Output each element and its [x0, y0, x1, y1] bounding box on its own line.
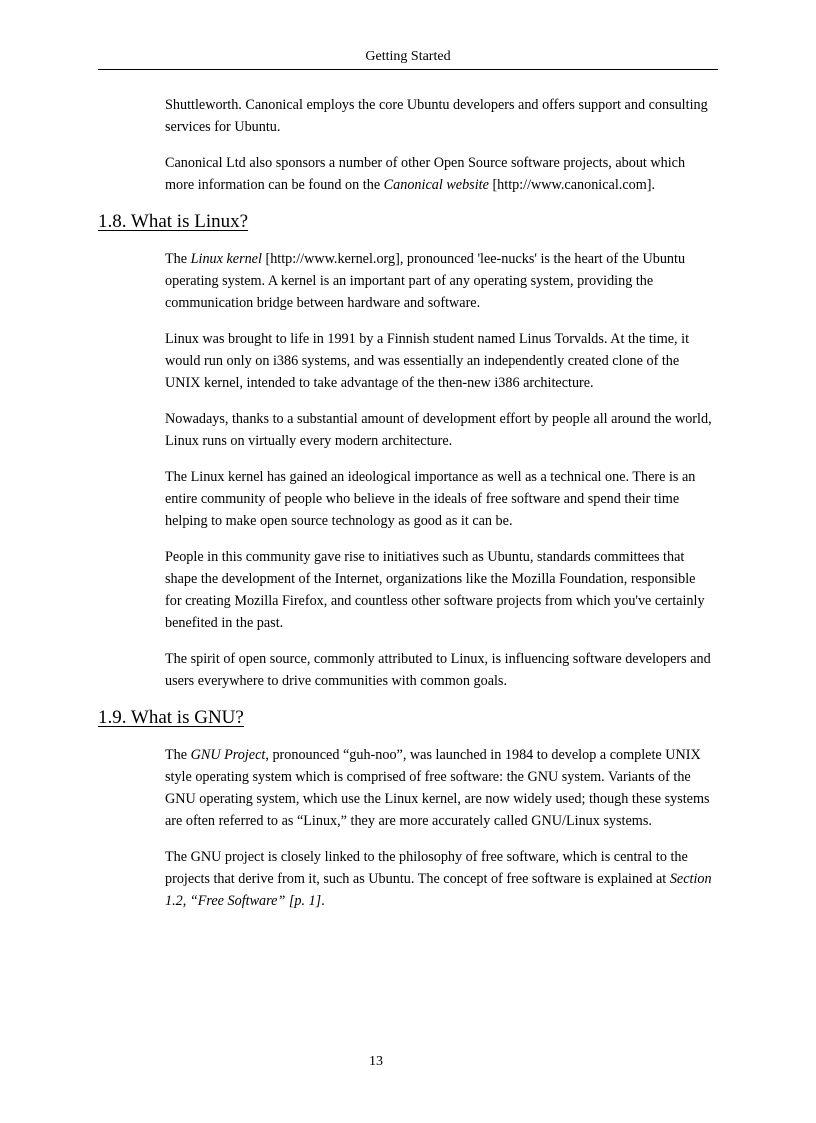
- paragraph: The Linux kernel has gained an ideological importance as well as a technical one. There is an entire community of people who believe in the ideals of free software and spend their time helping to make open source technology as good as it can be.: [165, 469, 696, 529]
- paragraph: People in this community gave rise to initiatives such as Ubuntu, standards committees that shape the development of the Internet, organizations like the Mozilla Foundation, responsible for creating Mozilla Firefox, and countless other software projects from which you've certainly benefited in the past.: [165, 549, 705, 631]
- linux-kernel-link[interactable]: Linux kernel: [190, 251, 262, 267]
- text-run: The: [165, 251, 191, 267]
- text-run: , pronounced “guh-noo”, was launched in 1984 to develop a complete UNIX style operating system which is comprised of free software: the GNU system. Variants of the GNU operating system, which use the Linux kernel, are now widely used; though these systems are often referred to as “Linux,” they are more accurately called GNU/Linux systems.: [165, 747, 710, 829]
- text-run: The: [165, 747, 191, 763]
- text-run: The GNU project is closely linked to the philosophy of free software, which is central to the projects that derive from it, such as Ubuntu. The concept of free software is explained at: [165, 849, 688, 887]
- section-heading-linux: 1.8. What is Linux?: [98, 211, 249, 232]
- gnu-project-link[interactable]: GNU Project: [190, 747, 266, 763]
- section-heading-gnu: 1.9. What is GNU?: [98, 707, 244, 728]
- text-run: [http://www.canonical.com].: [488, 177, 656, 193]
- paragraph: The spirit of open source, commonly attributed to Linux, is influencing software developers and users everywhere to drive communities with common goals.: [165, 651, 711, 689]
- text-run: Canonical Ltd also sponsors a number of other Open Source software projects, about which more information can be found on the: [165, 155, 686, 193]
- text-run: .: [321, 893, 325, 909]
- gnu-intro-paragraph: [165, 744, 715, 832]
- paragraph: Shuttleworth. Canonical employs the core Ubuntu developers and offers support and consulting services for Ubuntu.: [165, 97, 708, 135]
- text-run: [http://www.kernel.org], pronounced 'lee-nucks' is the heart of the Ubuntu operating system. A kernel is an important part of any operating system, providing the communication bridge between hardware and software.: [165, 251, 686, 311]
- page-number: 13: [369, 1054, 383, 1069]
- header-rule: [98, 69, 718, 70]
- free-software-xref-link[interactable]: Section 1.2, “Free Software” [p. 1]: [165, 871, 712, 909]
- page-content: [0, 94, 816, 926]
- paragraph: Nowadays, thanks to a substantial amount of development effort by people all around the world, Linux runs on virtually every modern architecture.: [165, 411, 712, 449]
- linux-intro-paragraph: [165, 248, 715, 314]
- canonical-website-link[interactable]: Canonical website: [383, 177, 489, 193]
- canonical-paragraph: [165, 152, 715, 196]
- running-header: Getting Started: [365, 49, 451, 64]
- paragraph: Linux was brought to life in 1991 by a Finnish student named Linus Torvalds. At the time, it would run only on i386 systems, and was essentially an independently created clone of the UNIX kernel, intended to take advantage of the then-new i386 architecture.: [165, 331, 690, 391]
- gnu-philosophy-paragraph: [165, 846, 715, 912]
